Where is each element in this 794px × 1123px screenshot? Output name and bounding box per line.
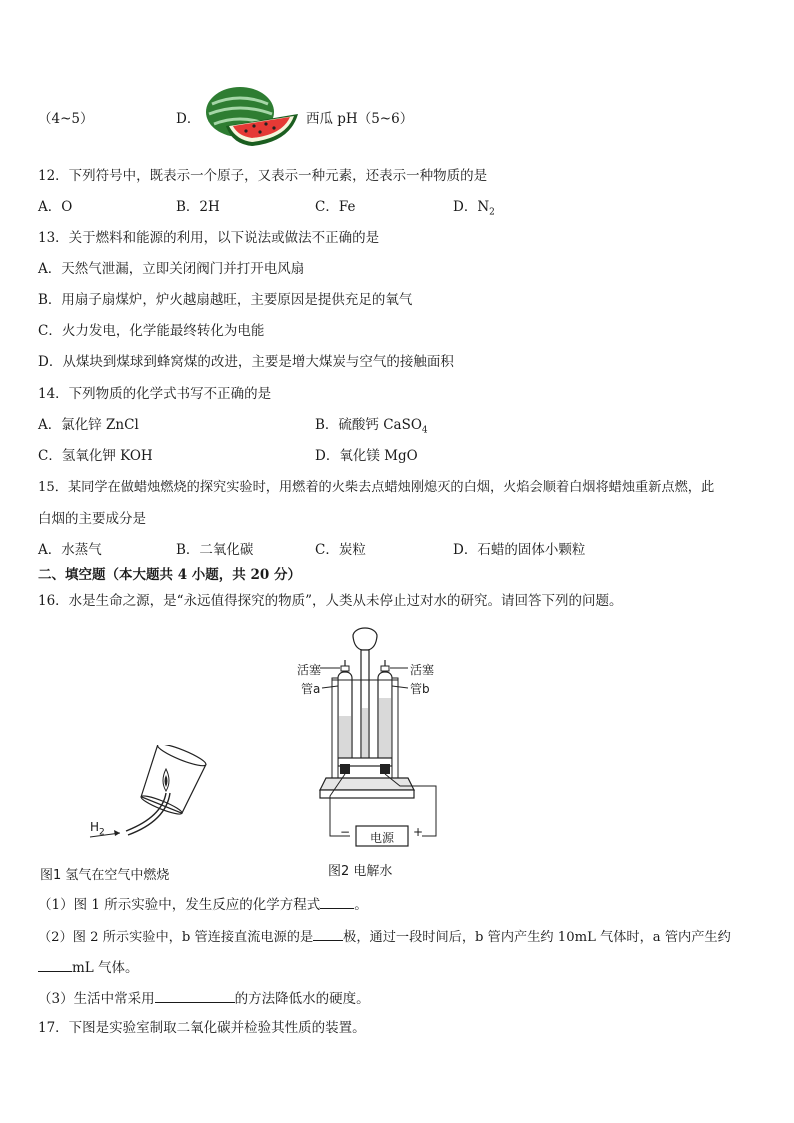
q12-option-c: C．Fe: [315, 199, 356, 215]
q16-sub3: （3）生活中常采用 的方法降低水的硬度。: [38, 988, 370, 1008]
q14-option-d: D．氧化镁 MgO: [315, 448, 418, 464]
q14-option-c: C．氢氧化钾 KOH: [38, 448, 153, 464]
q14-option-a: A．氯化锌 ZnCl: [38, 417, 139, 433]
h2-label: $H_2$: [90, 820, 105, 838]
answer-blank[interactable]: [320, 894, 354, 909]
q15-stem-line2: 白烟的主要成分是: [38, 511, 146, 527]
previous-option-text: （4~5）: [38, 111, 94, 127]
q12-option-a: A．O: [38, 199, 73, 215]
q13-stem: 13．关于燃料和能源的利用，以下说法或做法不正确的是: [38, 230, 380, 246]
plus-label: +: [413, 825, 424, 839]
q12-option-b: B．2H: [176, 199, 220, 215]
answer-blank[interactable]: [38, 957, 72, 972]
q13-option-a: A．天然气泄漏，立即关闭阀门并打开电风扇: [38, 261, 305, 277]
watermelon-image: [204, 86, 300, 150]
option-d-letter: D．: [176, 111, 201, 127]
q12-stem: 12．下列符号中，既表示一个原子，又表示一种元素，还表示一种物质的是: [38, 168, 488, 184]
option-d-text: 西瓜 pH（5~6）: [306, 111, 414, 127]
q13-option-d: D．从煤块到煤球到蜂窝煤的改进，主要是增大煤炭与空气的接触面积: [38, 354, 454, 370]
q15-option-a: A．水蒸气: [38, 542, 102, 558]
answer-blank[interactable]: [155, 988, 235, 1003]
stopcock-left-label: 活塞: [297, 663, 322, 677]
figure-1-caption: 图1 氢气在空气中燃烧: [40, 868, 170, 883]
tube-b-label: 管b: [410, 682, 430, 696]
q16-sub2: （2）图 2 所示实验中，b 管连接直流电源的是 极，通过一段时间后，b 管内产生约 10mL 气体时，a 管内产生约: [38, 926, 731, 947]
q16-stem: 16．水是生命之源，是“永远值得探究的物质”，人类从未停止过对水的研究。请回答下列的问题。: [38, 593, 623, 609]
q13-option-b: B．用扇子扇煤炉，炉火越扇越旺，主要原因是提供充足的氧气: [38, 292, 413, 308]
q17-stem: 17．下图是实验室制取二氧化碳并检验其性质的装置。: [38, 1020, 366, 1036]
stopcock-right-label: 活塞: [410, 663, 435, 677]
q15-option-c: C．炭粒: [315, 542, 366, 558]
q16-sub1: （1）图 1 所示实验中，发生反应的化学方程式 。: [38, 894, 368, 914]
q15-stem-line1: 15．某同学在做蜡烛燃烧的探究实验时，用燃着的火柴去点蜡烛刚熄灭的白烟，火焰会顺着白烟将蜡烛重新点燃，此: [38, 480, 715, 495]
q15-option-d: D．石蜡的固体小颗粒: [453, 542, 586, 558]
minus-label: −: [340, 825, 351, 839]
power-source-label: 电源: [370, 831, 395, 845]
tube-a-label: 管a: [301, 682, 321, 696]
q12-option-d: D．$N_2$: [453, 199, 495, 218]
answer-blank[interactable]: [313, 926, 343, 941]
figure-1-hydrogen-burning: [86, 745, 216, 845]
figure-2-electrolysis: [290, 622, 450, 848]
q15-option-b: B．二氧化碳: [176, 542, 254, 558]
q14-stem: 14．下列物质的化学式书写不正确的是: [38, 386, 272, 402]
figure-2-caption: 图2 电解水: [328, 864, 393, 879]
q13-option-c: C．火力发电，化学能最终转化为电能: [38, 323, 265, 339]
q16-sub2-cont: mL 气体。: [38, 957, 139, 977]
q14-option-b: B．硫酸钙 CaSO$_4$: [315, 417, 428, 436]
section-heading: 二、填空题（本大题共 4 小题，共 20 分）: [38, 567, 301, 583]
